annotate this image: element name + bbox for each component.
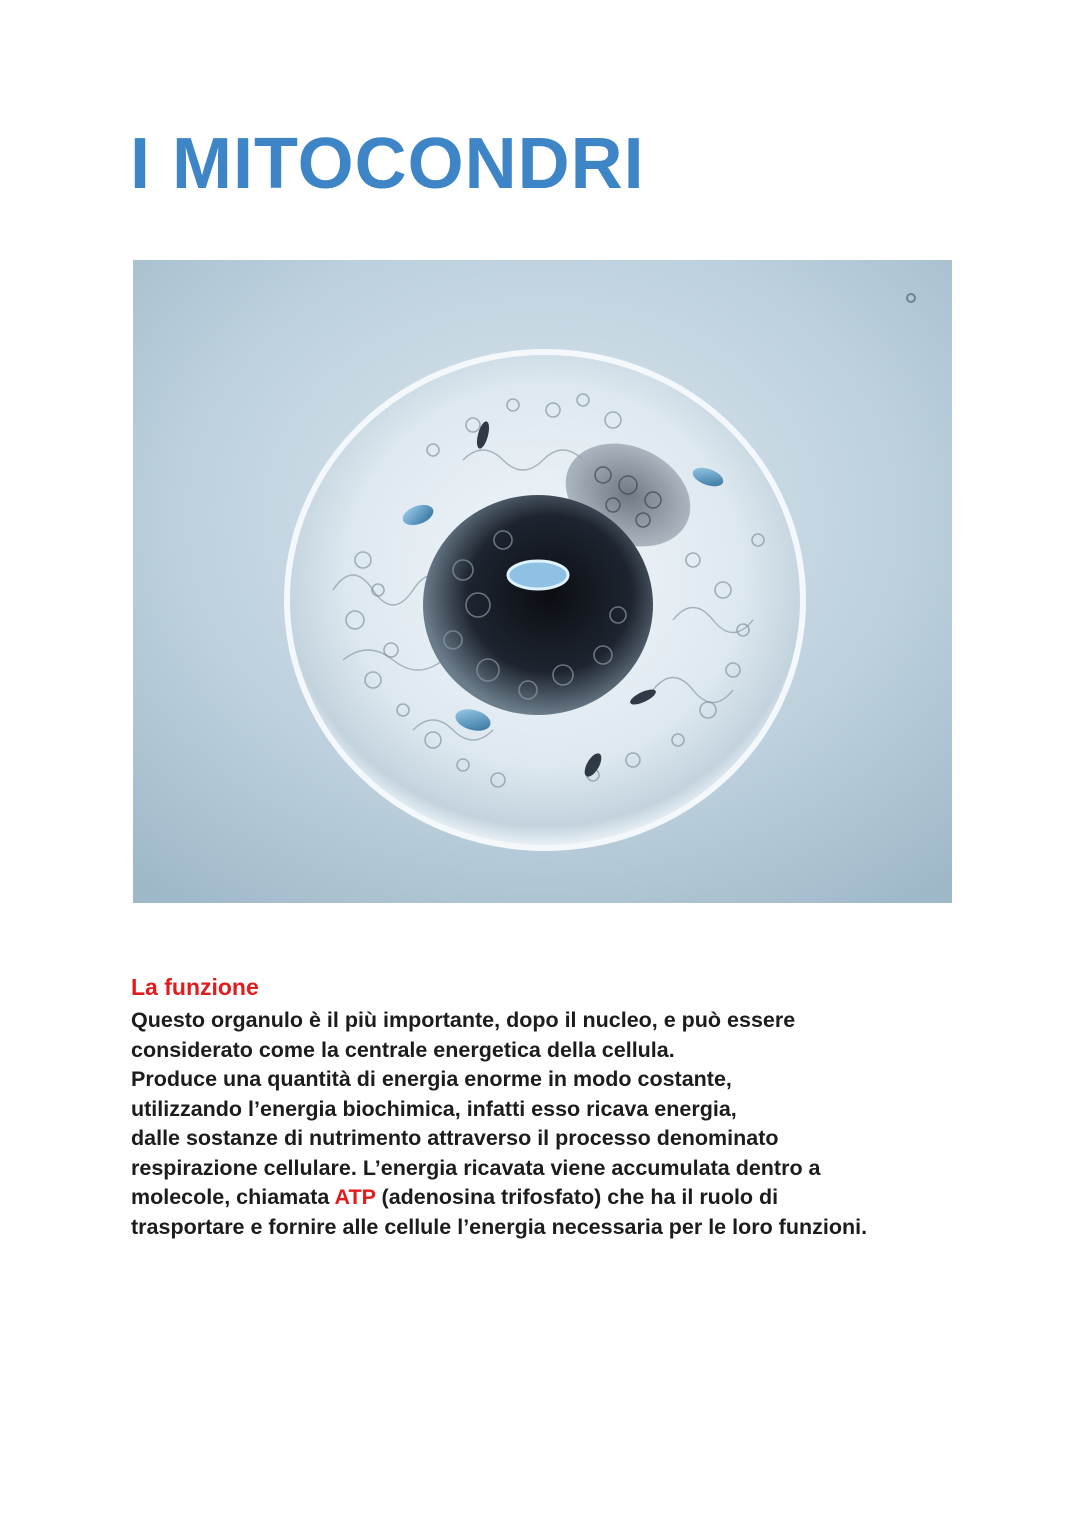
- body-line: Produce una quantità di energia enorme in modo costante,: [131, 1067, 732, 1091]
- atp-highlight: ATP: [334, 1185, 376, 1209]
- body-line: considerato come la centrale energetica della cellula.: [131, 1037, 675, 1062]
- page-title: I MITOCONDRI: [130, 124, 645, 204]
- body-line: Questo organulo è il più importante, dopo il nucleo, e può essere: [131, 1008, 796, 1032]
- function-section: [131, 972, 961, 1242]
- section-body: [131, 1006, 961, 1242]
- body-text-segment: (adenosina trifosfato) che ha il ruolo di: [375, 1185, 779, 1209]
- body-line: dalle sostanze di nutrimento attraverso il processo denominato: [131, 1126, 779, 1150]
- body-line: [131, 1183, 961, 1213]
- body-line: trasportare e fornire alle cellule l’energia necessaria per le loro funzioni.: [131, 1214, 868, 1239]
- cell-illustration: [133, 260, 952, 903]
- section-heading: La funzione: [131, 974, 259, 1000]
- body-text-segment: molecole, chiamata: [131, 1185, 335, 1209]
- cell-illustration-icon: [133, 260, 952, 903]
- body-line: respirazione cellulare. L’energia ricavata viene accumulata dentro a: [131, 1155, 821, 1180]
- body-line: utilizzando l’energia biochimica, infatti esso ricava energia,: [131, 1096, 737, 1121]
